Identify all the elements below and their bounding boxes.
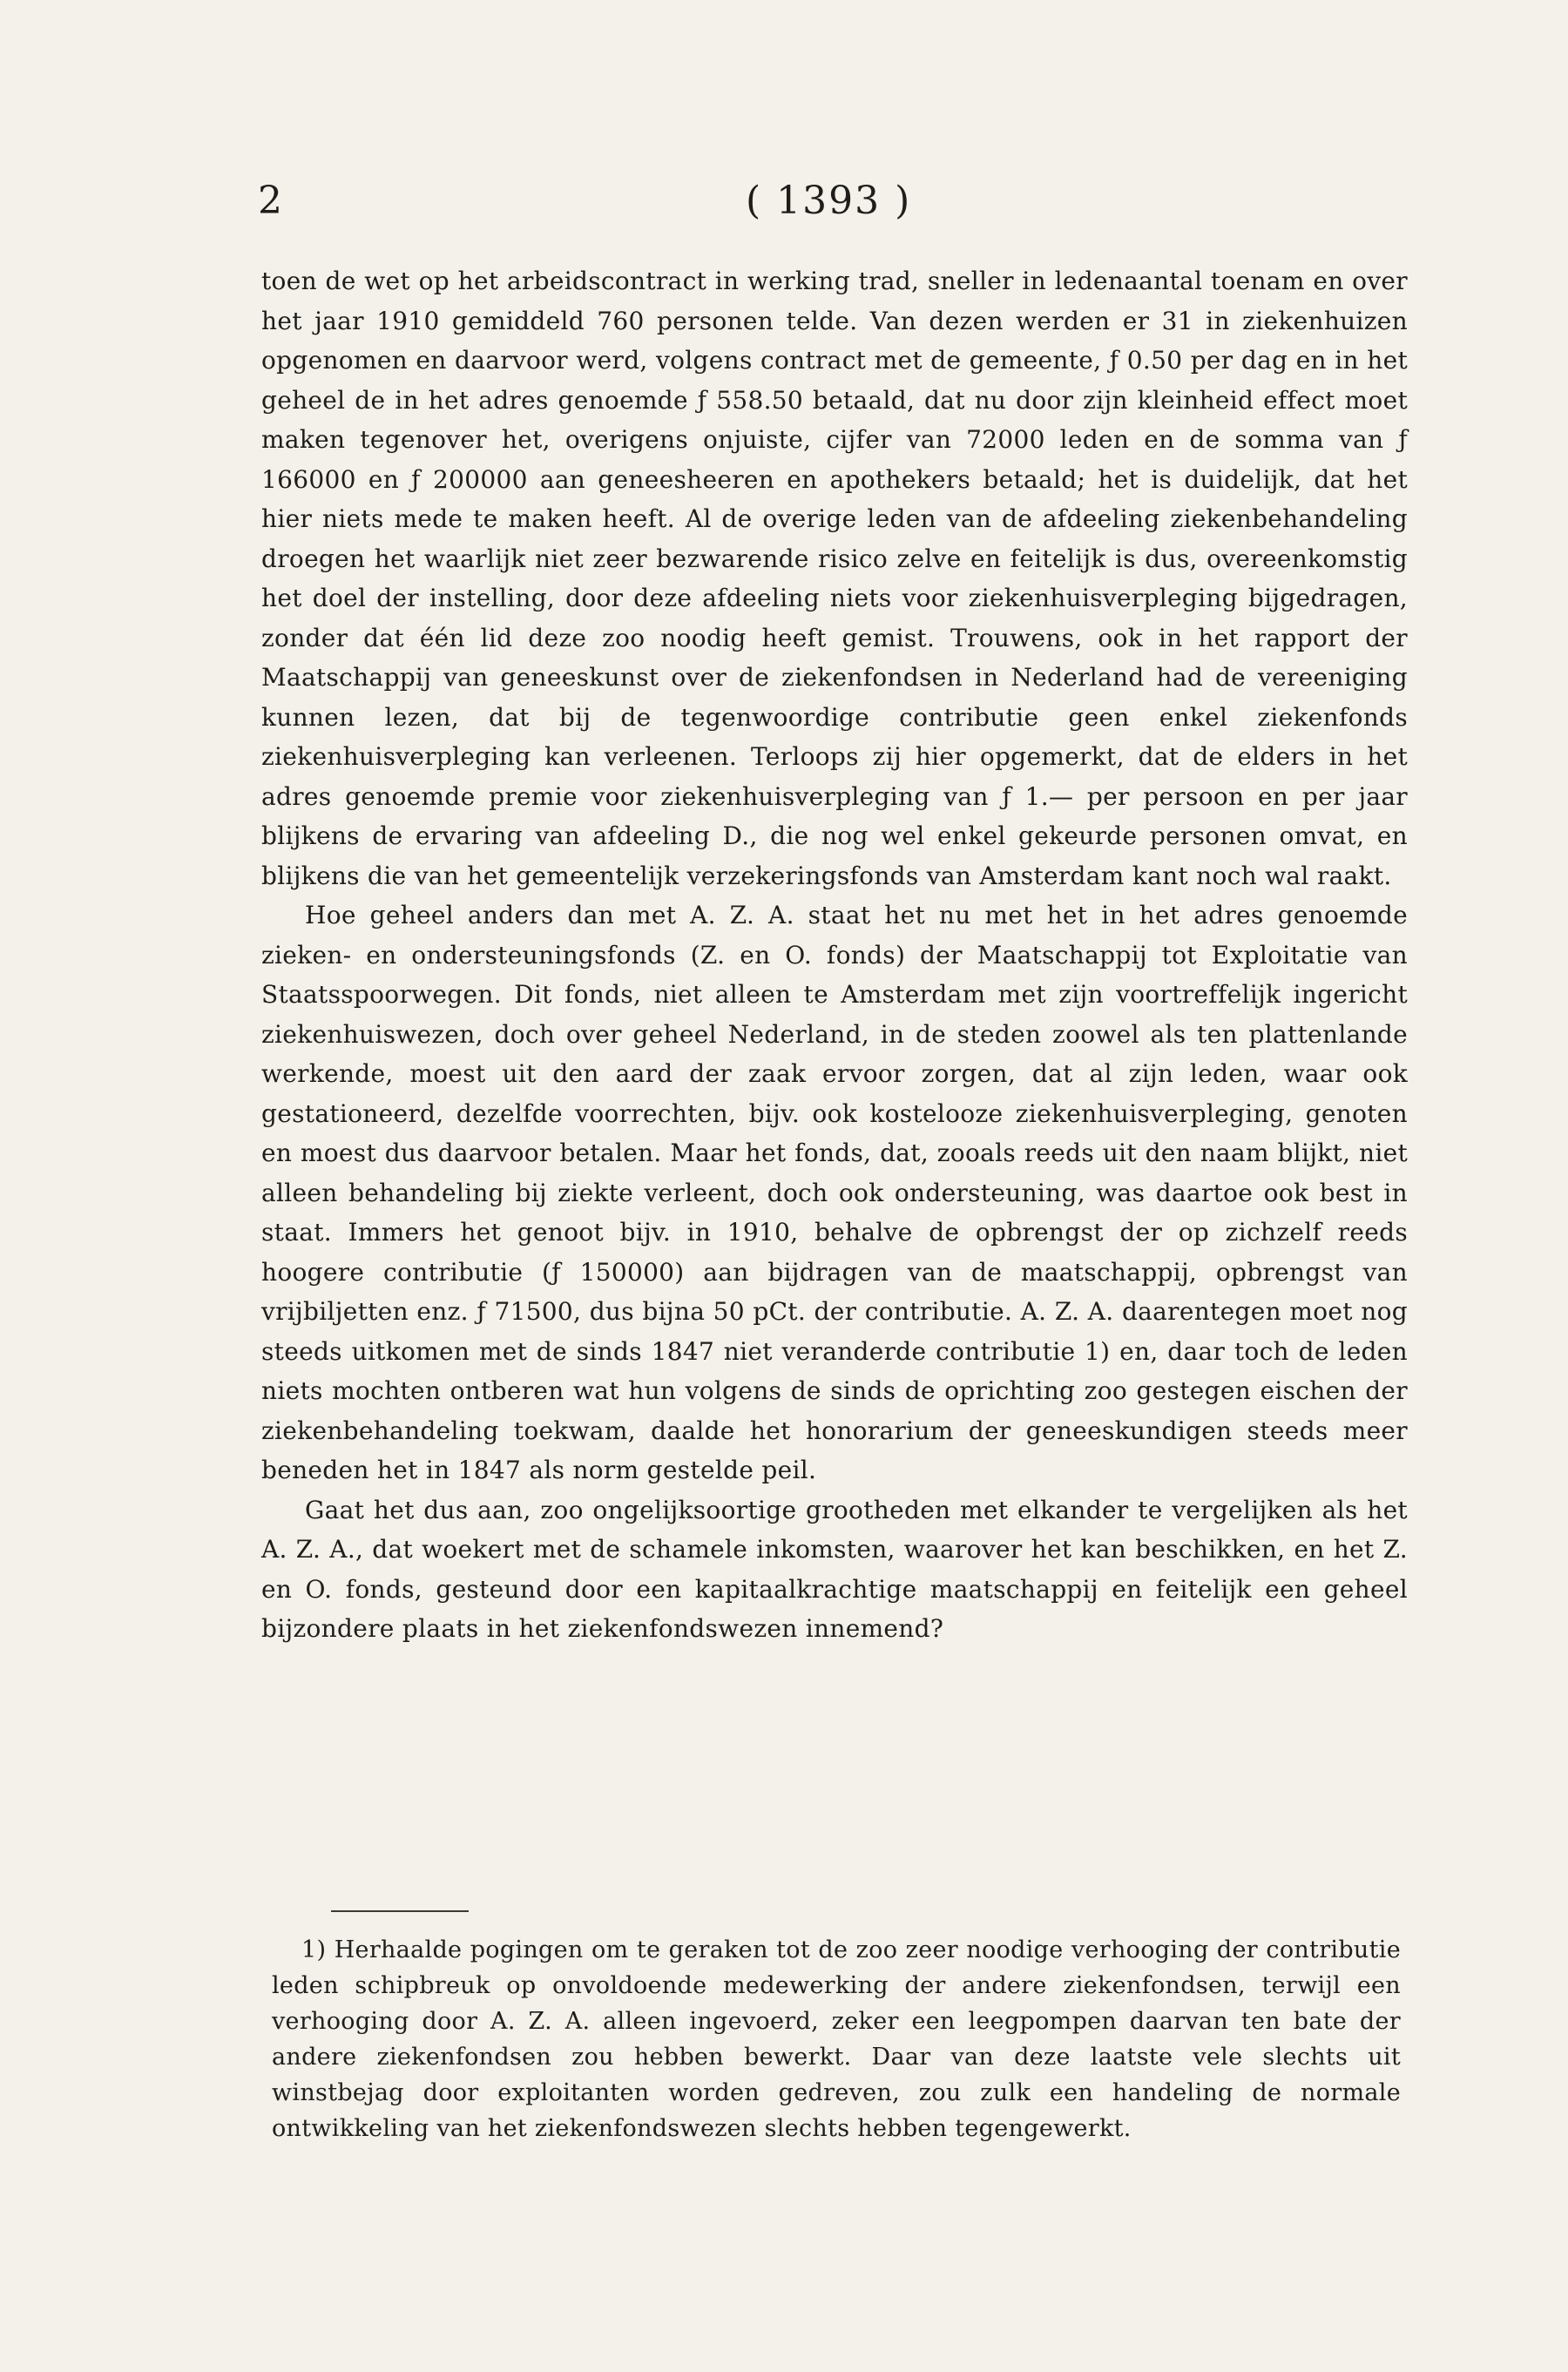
page-reference: ( 1393 ) xyxy=(746,179,912,223)
body-text xyxy=(261,261,1408,1649)
page-number: 2 xyxy=(258,179,282,223)
page-header xyxy=(258,179,1416,240)
footnote-separator xyxy=(331,1910,469,1912)
paragraph: Hoe geheel anders dan met A. Z. A. staat het nu met het in het adres genoemde zieken- en ondersteuningsfonds (Z. en O. fonds) der Maatschappij tot Exploitatie van Staatsspoorwegen. Dit fonds, niet alleen te Amsterdam met zijn voortreffelijk ingericht ziekenhuiswezen, doch over geheel Nederland, in de steden zoowel als ten plattenlande werkende, moest uit den aard der zaak ervoor zorgen, dat al zijn leden, waar ook gestationeerd, dezelfde voorrechten, bijv. ook kostelooze ziekenhuisverpleging, genoten en moest dus daarvoor betalen. Maar het fonds, dat, zooals reeds uit den naam blijkt, niet alleen behandeling bij ziekte verleent, doch ook ondersteuning, was daartoe ook best in staat. Immers het genoot bijv. in 1910, behalve de opbrengst der op zichzelf reeds hoogere contributie (ƒ 150000) aan bijdragen van de maatschappij, opbrengst van vrijbiljetten enz. ƒ 71500, dus bijna 50 pCt. der contributie. A. Z. A. daarentegen moet nog steeds uitkomen met de sinds 1847 niet veranderde contributie 1) en, daar toch de leden niets mochten ontberen wat hun volgens de sinds de oprichting zoo gestegen eischen der ziekenbehandeling toekwam, daalde het honorarium der geneeskundigen steeds meer beneden het in 1847 als norm gestelde peil. xyxy=(261,901,1408,1484)
paragraph: toen de wet op het arbeidscontract in werking trad, sneller in ledenaantal toenam en over het jaar 1910 gemiddeld 760 personen telde. Van dezen werden er 31 in ziekenhuizen opgenomen en daarvoor werd, volgens contract met de gemeente, ƒ 0.50 per dag en in het geheel de in het adres genoemde ƒ 558.50 betaald, dat nu door zijn kleinheid effect moet maken tegenover het, overigens onjuiste, cijfer van 72000 leden en de somma van ƒ 166000 en ƒ 200000 aan geneesheeren en apothekers betaald; het is duidelijk, dat het hier niets mede te maken heeft. Al de overige leden van de afdeeling ziekenbehandeling droegen het waarlijk niet zeer bezwarende risico zelve en feitelijk is dus, overeenkomstig het doel der instelling, door deze afdeeling niets voor ziekenhuisverpleging bijgedragen, zonder dat één lid deze zoo noodig heeft gemist. Trouwens, ook in het rapport der Maatschappij van geneeskunst over de ziekenfondsen in Nederland had de vereeniging kunnen lezen, dat bij de tegenwoordige contributie geen enkel ziekenfonds ziekenhuisverpleging kan verleenen. Terloops zij hier opgemerkt, dat de elders in het adres genoemde premie voor ziekenhuisverpleging van ƒ 1.— per persoon en per jaar blijkens de ervaring van afdeeling D., die nog wel enkel gekeurde personen omvat, en blijkens die van het gemeentelijk verzekeringsfonds van Amsterdam kant noch wal raakt. xyxy=(261,267,1408,890)
paragraph: Gaat het dus aan, zoo ongelijksoortige grootheden met elkander te vergelijken als het A. Z. A., dat woekert met de schamele inkomsten, waarover het kan beschikken, en het Z. en O. fonds, gesteund door een kapitaalkrachtige maatschappij en feitelijk een geheel bijzondere plaats in het ziekenfondswezen innemend? xyxy=(261,1495,1408,1643)
footnote: 1) Herhaalde pogingen om te geraken tot de zoo zeer noodige verhooging der contributie leden schipbreuk op onvoldoende medewerking der andere ziekenfondsen, terwijl een verhooging door A. Z. A. alleen ingevoerd, zeker een leegpompen daarvan ten bate der andere ziekenfondsen zou hebben bewerkt. Daar van deze laatste vele slechts uit winstbejag door exploitanten worden gedreven, zou zulk een handeling de normale ontwikkeling van het ziekenfondswezen slechts hebben tegengewerkt. xyxy=(272,1936,1401,2142)
